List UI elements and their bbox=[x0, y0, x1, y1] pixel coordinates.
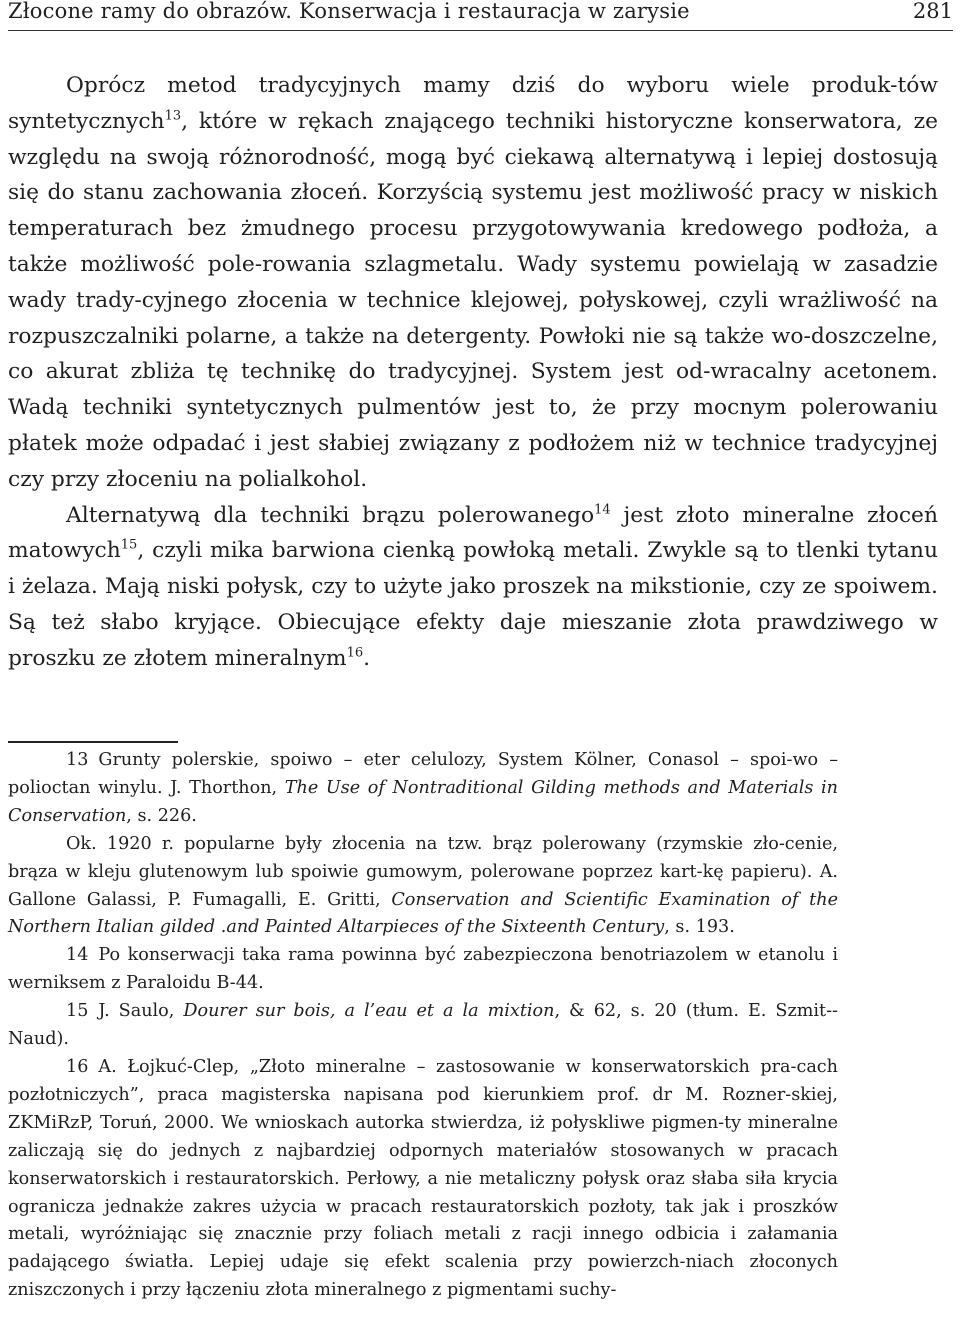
footnote-16 bbox=[8, 1054, 838, 1305]
footnote-title: Conservation and Scientific Examination of the Northern Italian gilded .and Painted Altarpieces of the Sixteenth Century bbox=[8, 889, 838, 938]
footnote-number: 13 bbox=[66, 750, 89, 770]
footnote-text: Ok. 1920 r. popularne były złocenia na tzw. brąz polerowany (rzymskie zło-cenie, brąza w kleju glutenowym lub spoiwie gumowym, polerowane poprzez kart-kę papieru). A. Gallone Galassi, P. Fumagalli, E. Gritti, bbox=[8, 833, 838, 910]
footnote-text: , s. 226. bbox=[126, 805, 197, 826]
running-head bbox=[8, 0, 953, 31]
footnote-number: 15 bbox=[66, 1001, 89, 1022]
paragraph-1 bbox=[8, 68, 938, 498]
footnote-14 bbox=[8, 942, 838, 998]
footnote-title: Dourer sur bois, a l’eau et a la mixtion bbox=[183, 1001, 555, 1022]
paragraph-2-text-a: Alternatywą dla techniki brązu polerowanego bbox=[66, 502, 595, 528]
footnote-number: 16 bbox=[66, 1056, 89, 1077]
footnote-ref-14: 14 bbox=[594, 502, 611, 518]
footnote-text: , & 62, s. 20 (tłum. E. Szmit--Naud). bbox=[8, 1001, 838, 1050]
footnote-text: J. Saulo, bbox=[98, 1001, 184, 1022]
main-text bbox=[8, 68, 938, 677]
running-head-title: Złocone ramy do obrazów. Konserwacja i restauracja w zarysie bbox=[8, 0, 690, 23]
footnote-separator bbox=[8, 741, 178, 743]
footnote-text: Grunty polerskie, spoiwo – eter celulozy, System Kölner, Conasol – spoi-wo – polioctan winylu. J. Thorthon, bbox=[8, 750, 838, 798]
paragraph-2-text-b: jest złoto mineralne złoceń matowych bbox=[8, 502, 938, 564]
footnote-13 bbox=[8, 747, 838, 831]
paragraph-2 bbox=[8, 498, 938, 677]
footnote-text: A. Łojkuć-Clep, „Złoto mineralne – zastosowanie w konserwatorskich pra-cach pozłotniczych”, praca magisterska napisana pod kierunkiem prof. dr M. Rozner-skiej, ZKMiRzP, Toruń, 2000. We wnioskach autorka stwierdza, iż połyskliwe pigmen-ty mineralne zaliczają się do jednych z najbardziej odpornych materiałów stosowanych w pracach konserwatorskich i restauratorskich. Perłowy, a nie metaliczny połysk oraz słaba siła krycia ogranicza jednakże zakres użycia w pracach restauratorskich pozłoty, tak jak i proszków metali, wyróżniając się znacznie przy foliach metali z racji innego odbicia i załamania padającego światła. Lepiej udaje się efekt scalenia przy powierzch-niach złoconych zniszczonych i przy łączeniu złota mineralnego z pigmentami suchy- bbox=[8, 1056, 838, 1301]
footnote-13-continued bbox=[8, 831, 838, 943]
footnote-text: , s. 193. bbox=[664, 917, 735, 938]
page-number: 281 bbox=[912, 0, 953, 23]
footnote-title: The Use of Nontraditional Gilding methods and Materials in Conservation bbox=[8, 777, 838, 826]
footnotes bbox=[8, 747, 838, 1305]
footnote-15 bbox=[8, 998, 838, 1054]
paragraph-1-text-b: , które w rękach znającego techniki historyczne konserwatora, ze względu na swoją różnorodność, mogą być ciekawą alternatywą i lepiej dostosują się do stanu zachowania złoceń. Korzyścią systemu jest możliwość pracy w niskich temperaturach bez żmudnego procesu przygotowywania kredowego podłoża, a także możliwość pole-rowania szlagmetalu. Wady systemu powielają w zasadzie wady trady-cyjnego złocenia w technice klejowej, połyskowej, czyli wrażliwość na rozpuszczalniki polarne, a także na detergenty. Powłoki nie są także wo-doszczelne, co akurat zbliża tę technikę do tradycyjnej. System jest od-wracalny acetonem. Wadą techniki syntetycznych pulmentów jest to, że przy mocnym polerowaniu płatek może odpadać i jest słabiej związany z podłożem niż w technice tradycyjnej czy przy złoceniu na polialkohol. bbox=[8, 108, 938, 492]
footnote-ref-16: 16 bbox=[346, 645, 364, 661]
footnote-number: 14 bbox=[66, 945, 89, 966]
footnote-ref-13: 13 bbox=[164, 108, 182, 124]
footnote-text: Po konserwacji taka rama powinna być zabezpieczona benotriazolem w etanolu i werniksem z Paraloidu B-44. bbox=[8, 945, 838, 994]
paragraph-1-text-a: Oprócz metod tradycyjnych mamy dziś do wyboru wiele produk-tów syntetycznych bbox=[8, 73, 938, 134]
paragraph-2-text-c: , czyli mika barwiona cienką powłoką metali. Zwykle są to tlenki tytanu i żelaza. Mają niski połysk, czy to użyte jako proszek na mikstionie, czy ze spoiwem. Są też słabo kryjące. Obiecujące efekty daje mieszanie złota prawdziwego w proszku ze złotem mineralnym bbox=[8, 538, 938, 671]
footnote-ref-15: 15 bbox=[120, 538, 138, 554]
paragraph-2-text-d: . bbox=[363, 645, 371, 671]
